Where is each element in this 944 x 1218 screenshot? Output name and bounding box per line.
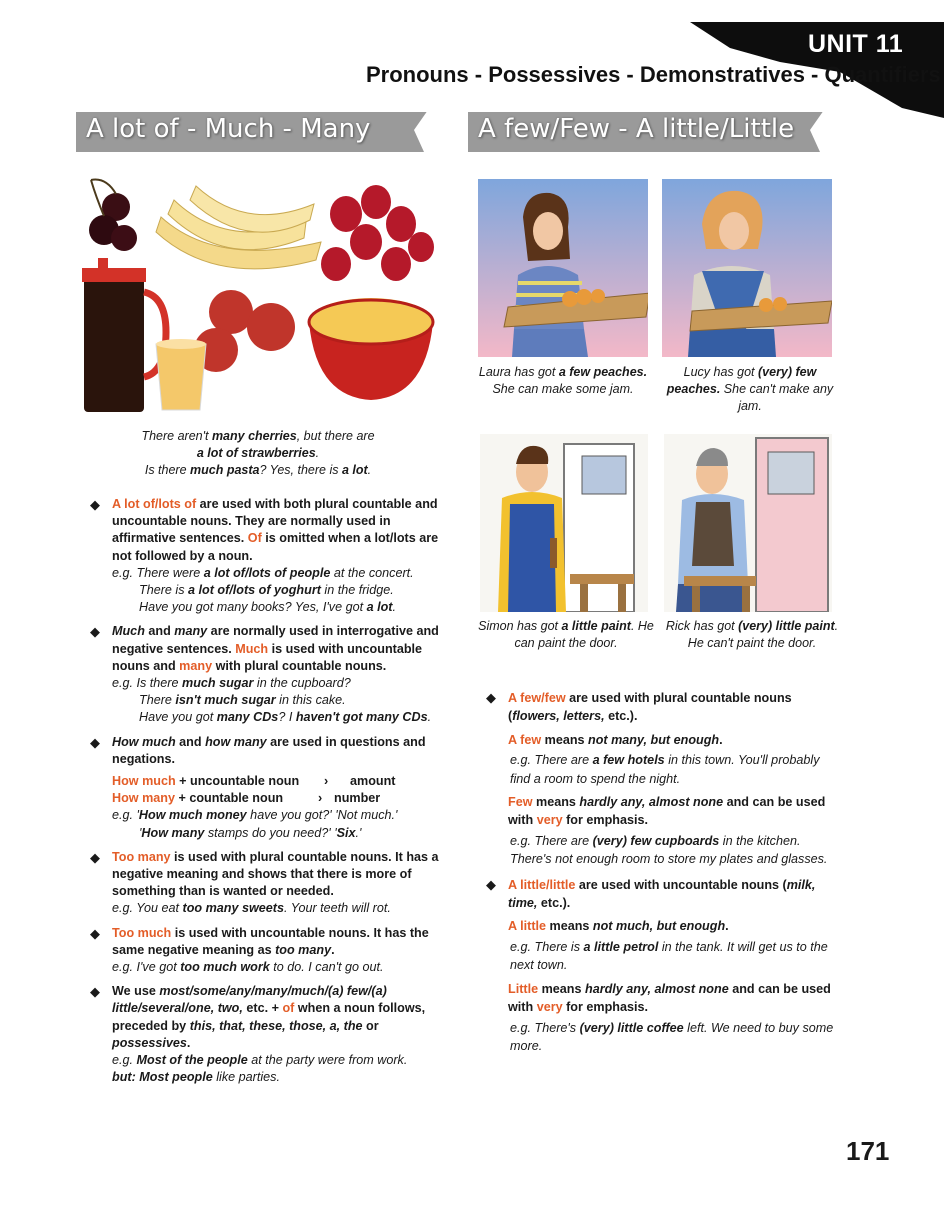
banner-a-lot-of-much-many <box>76 112 428 152</box>
banner-title-right: A few/Few - A little/Little <box>478 114 795 144</box>
juice-glass <box>156 339 206 410</box>
diamond-bullet-icon: ◆ <box>486 690 496 705</box>
diamond-bullet-icon: ◆ <box>90 849 100 865</box>
rick-illustration <box>664 434 832 612</box>
lucy-caption: Lucy has got (very) few peaches. She can't make any jam. <box>666 365 834 413</box>
lucy-illustration <box>662 179 832 357</box>
left-rules <box>88 496 440 1094</box>
diamond-bullet-icon: ◆ <box>90 925 100 941</box>
food-photo <box>66 172 438 420</box>
rule-too-many: ◆ Too many is used with plural countable nouns. It has a negative meaning and shows that there is more of something than is wanted or needed. e.g. You eat too many sweets. Your teeth will rot. <box>90 849 439 916</box>
food-photo-caption: There aren't many cherries, but there are a lot of strawberries. Is there much pasta? Yes, there is a lot. <box>141 429 375 477</box>
rule-a-lot-of: ◆ A lot of/lots of are used with both plural countable and uncountable nouns. They are normally used in affirmative sentences. Of is omitted when a lot/lots are not followed by a noun. e.g. There were a lot of/lots of people at the concert. There is a lot of/lots of yoghurt in the fridge. Have you got many books? Yes, I've got a lot. <box>90 497 439 615</box>
rule-quantifier-of: ◆ We use most/some/any/many/much/(a) few/(a) little/several/one, two, etc. + of when a noun follows, preceded by this, that, these, those, a, the or possessives. e.g. Most of the people at the party were from work. but: Most people like parties. <box>90 984 426 1085</box>
arrow-icon: › <box>324 774 329 789</box>
diamond-bullet-icon: ◆ <box>90 734 100 750</box>
right-rules <box>484 689 840 1062</box>
diamond-bullet-icon: ◆ <box>90 497 100 512</box>
rule-much-many: ◆ Much and many are normally used in interrogative and negative sentences. Much is used with uncountable nouns and many with plural countable nouns. e.g. Is there much sugar in the cupboard? There isn't much sugar in this cake. Have you got many CDs? I haven't got many CDs. <box>90 624 439 725</box>
page-number: 171 <box>846 1136 890 1166</box>
unit-label: UNIT 11 <box>808 30 904 58</box>
rick-caption: Rick has got (very) little paint. He can't paint the door. <box>665 619 839 650</box>
banner-title-left: A lot of - Much - Many <box>86 114 371 144</box>
page-title: Pronouns - Possessives - Demonstratives - Quantifiers <box>366 62 941 87</box>
arrow-icon: › <box>318 791 323 806</box>
simon-caption: Simon has got a little paint. He can paint the door. <box>478 619 654 650</box>
rule-too-much: ◆ Too much is used with uncountable nouns. It has the same negative meaning as too many. e.g. I've got too much work to do. I can't go out. <box>90 925 429 975</box>
diamond-bullet-icon: ◆ <box>90 984 100 1000</box>
diamond-bullet-icon: ◆ <box>486 876 496 892</box>
rule-a-few-few: ◆ A few/few are used with plural countable nouns (flowers, letters, etc.). A few means not many, but enough. e.g. There are a few hotels in this town. You'll probably find a room to spend the night. Few means hardly any, almost none and can be used with very for emphasis. e.g. There are (very) few cupboards in the kitchen. There's not enough room to store my plates and glasses. <box>486 690 828 867</box>
simon-illustration <box>480 434 648 612</box>
rule-a-little-little: ◆ A little/little are used with uncountable nouns (milk, time, etc.). A little means not much, but enough. e.g. There is a little petrol in the tank. It will get us to the next town. Little means hardly any, almost none and can be used with very for emphasis. e.g. There's (very) little coffee left. We need to buy some more. <box>486 876 834 1053</box>
banner-a-few-a-little <box>468 112 824 152</box>
diamond-bullet-icon: ◆ <box>90 624 100 640</box>
rule-how-much-how-many: ◆ How much and how many are used in questions and negations. How much + uncountable noun › amount How many + countable noun › number e.g. 'How much money have you got?' 'Not much.' 'How many stamps do you need?' 'Six.' <box>90 734 426 840</box>
laura-caption: Laura has got a few peaches. She can make some jam. <box>478 365 648 396</box>
laura-illustration <box>478 179 648 357</box>
